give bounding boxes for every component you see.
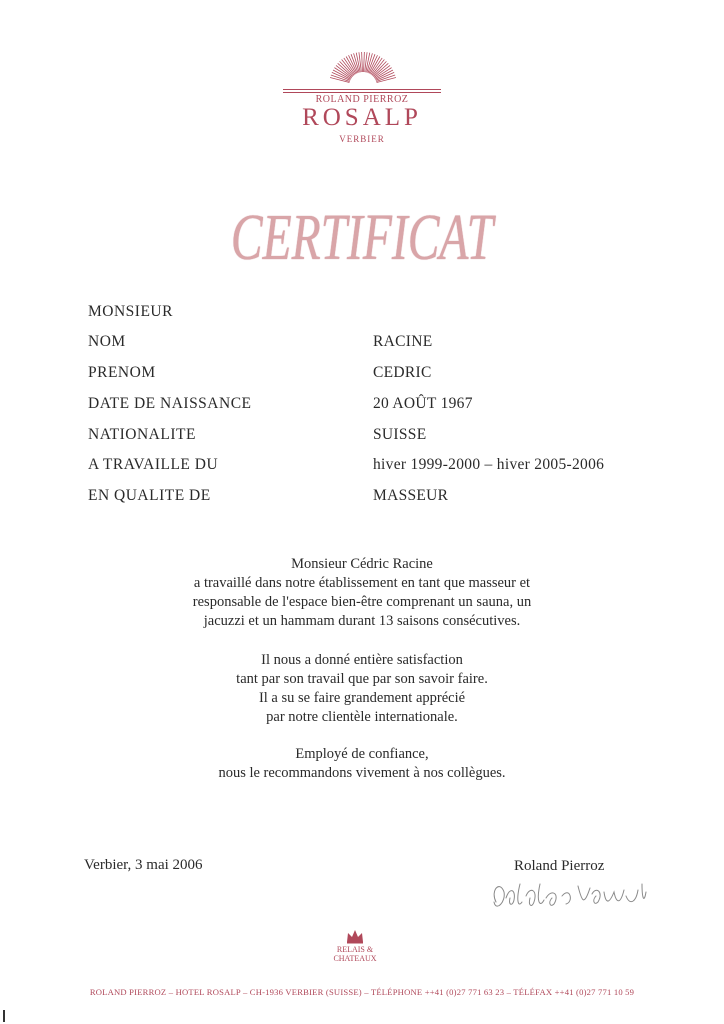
relais-line-2: CHATEAUX — [333, 954, 377, 963]
body-line: tant par son travail que par son savoir faire. — [236, 671, 488, 687]
label-nationalite: NATIONALITE — [88, 426, 196, 443]
body-paragraph-3 — [0, 745, 724, 783]
body-line: Employé de confiance, — [295, 746, 429, 762]
label-monsieur: MONSIEUR — [88, 303, 173, 320]
value-nom: RACINE — [373, 333, 433, 350]
body-line: par notre clientèle internationale. — [266, 709, 458, 725]
label-date-naissance: DATE DE NAISSANCE — [88, 395, 252, 412]
label-periode: A TRAVAILLE DU — [88, 456, 219, 473]
relais-chateaux-label — [325, 945, 385, 963]
body-line: Monsieur Cédric Racine — [291, 556, 433, 572]
brand-hotel-name: ROSALP — [302, 104, 422, 131]
body-line: Il nous a donné entière satisfaction — [261, 652, 463, 668]
value-prenom: CEDRIC — [373, 364, 432, 381]
brand-place: VERBIER — [339, 134, 385, 144]
value-date-naissance: 20 AOÛT 1967 — [373, 395, 473, 412]
crown-icon — [345, 928, 365, 944]
brand-owner: ROLAND PIERROZ — [315, 94, 409, 105]
body-line: a travaillé dans notre établissement en tant que masseur et — [193, 575, 531, 591]
certificate-title: CERTIFICAT — [230, 201, 494, 274]
value-nationalite: SUISSE — [373, 426, 427, 443]
handwritten-signature — [486, 872, 656, 922]
body-line: jacuzzi et un hammam durant 13 saisons consécutives. — [203, 613, 521, 629]
value-qualite: MASSEUR — [373, 487, 449, 504]
date-place: Verbier, 3 mai 2006 — [84, 857, 203, 873]
body-line: nous le recommandons vivement à nos collègues. — [218, 765, 506, 781]
signer-name: Roland Pierroz — [514, 858, 605, 874]
logo-divider-bottom — [283, 92, 441, 93]
label-qualite: EN QUALITE DE — [88, 487, 211, 504]
body-line: Il a su se faire grandement apprécié — [258, 690, 466, 706]
footer-address: ROLAND PIERROZ – HOTEL ROSALP – CH-1936 VERBIER (SUISSE) – TÉLÉPHONE ++41 (0)27 771 63 23 – TÉLÉFAX ++41 (0)27 771 10 59 — [89, 987, 635, 997]
logo-divider-top — [283, 89, 441, 90]
label-nom: NOM — [88, 333, 126, 350]
scan-edge-mark — [3, 1010, 5, 1022]
relais-line-1: RELAIS & — [336, 945, 374, 954]
body-line: responsable de l'espace bien-être comprenant un sauna, un — [192, 594, 532, 610]
label-prenom: PRENOM — [88, 364, 156, 381]
value-periode: hiver 1999-2000 – hiver 2005-2006 — [373, 456, 605, 473]
body-paragraph-1 — [0, 555, 724, 631]
sun-rays-icon — [318, 28, 408, 90]
body-paragraph-2 — [0, 651, 724, 727]
